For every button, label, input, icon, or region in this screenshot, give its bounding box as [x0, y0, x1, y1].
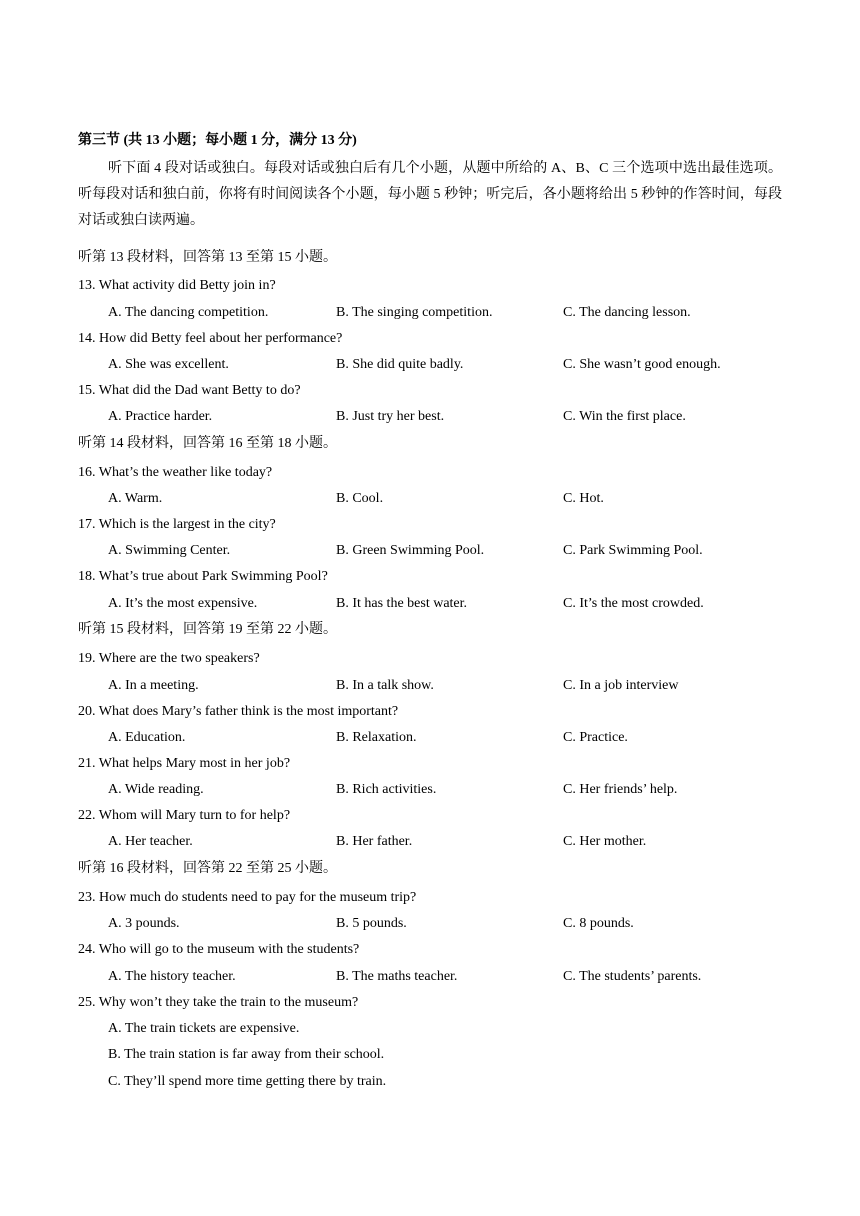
option-a: A. The history teacher. [108, 969, 236, 984]
option-b: B. 5 pounds. [336, 916, 407, 931]
option-b: B. Rich activities. [336, 782, 437, 797]
question-17: 17. Which is the largest in the city? [78, 517, 276, 532]
option-b: B. Her father. [336, 834, 413, 849]
question-25: 25. Why won’t they take the train to the museum? [78, 995, 359, 1010]
question-18: 18. What’s true about Park Swimming Pool? [78, 569, 328, 584]
question-23: 23. How much do students need to pay for the museum trip? [78, 890, 417, 905]
option-b: B. She did quite badly. [336, 357, 464, 372]
group-intro: 听第 14 段材料，回答第 16 至第 18 小题。 [78, 436, 337, 451]
option-b: B. In a talk show. [336, 678, 434, 693]
question-16: 16. What’s the weather like today? [78, 465, 273, 480]
group-intro: 听第 15 段材料，回答第 19 至第 22 小题。 [78, 622, 337, 637]
option-c: C. Her friends’ help. [563, 782, 678, 797]
option-c: C. Win the first place. [563, 409, 686, 424]
option-a: A. Practice harder. [108, 409, 213, 424]
option-a: A. In a meeting. [108, 678, 199, 693]
option-a: A. Wide reading. [108, 782, 204, 797]
question-13: 13. What activity did Betty join in? [78, 278, 276, 293]
question-24: 24. Who will go to the museum with the students? [78, 942, 360, 957]
option-a: A. Warm. [108, 491, 163, 506]
option-c: C. The students’ parents. [563, 969, 702, 984]
question-19: 19. Where are the two speakers? [78, 651, 260, 666]
question-20: 20. What does Mary’s father think is the most important? [78, 704, 399, 719]
group-intro: 听第 16 段材料，回答第 22 至第 25 小题。 [78, 861, 337, 876]
option-a: A. Education. [108, 730, 186, 745]
option-a: A. The train tickets are expensive. [108, 1021, 300, 1036]
option-c: C. Hot. [563, 491, 604, 506]
section-heading: 第三节 (共 13 小题；每小题 1 分，满分 13 分) [78, 133, 357, 148]
question-21: 21. What helps Mary most in her job? [78, 756, 291, 771]
option-c: C. It’s the most crowded. [563, 596, 704, 611]
option-b: B. Relaxation. [336, 730, 417, 745]
option-c: C. She wasn’t good enough. [563, 357, 721, 372]
option-a: A. The dancing competition. [108, 305, 269, 320]
option-c: C. The dancing lesson. [563, 305, 691, 320]
option-b: B. Cool. [336, 491, 384, 506]
option-c: C. They’ll spend more time getting there by train. [108, 1074, 387, 1089]
option-a: A. 3 pounds. [108, 916, 180, 931]
option-b: B. The singing competition. [336, 305, 493, 320]
question-14: 14. How did Betty feel about her performance? [78, 331, 343, 346]
option-b: B. The maths teacher. [336, 969, 458, 984]
option-a: A. Swimming Center. [108, 543, 231, 558]
option-a: A. It’s the most expensive. [108, 596, 258, 611]
option-b: B. The train station is far away from their school. [108, 1047, 385, 1062]
group-intro: 听第 13 段材料，回答第 13 至第 15 小题。 [78, 250, 337, 265]
option-a: A. Her teacher. [108, 834, 193, 849]
option-c: C. Her mother. [563, 834, 647, 849]
option-c: C. 8 pounds. [563, 916, 634, 931]
option-c: C. Park Swimming Pool. [563, 543, 703, 558]
question-22: 22. Whom will Mary turn to for help? [78, 808, 291, 823]
question-15: 15. What did the Dad want Betty to do? [78, 383, 301, 398]
option-b: B. Just try her best. [336, 409, 445, 424]
option-c: C. Practice. [563, 730, 628, 745]
section-instructions: 听下面 4 段对话或独白。每段对话或独白后有几个小题，从题中所给的 A、B、C 三个选项中选出最佳选项。听每段对话和独白前，你将有时间阅读各个小题，每小题 5 秒钟；听完后，各小题将给出 5 秒钟的作答时间，每段对话或独白读两遍。 [78, 161, 782, 228]
option-b: B. Green Swimming Pool. [336, 543, 485, 558]
option-c: C. In a job interview [563, 678, 679, 693]
option-a: A. She was excellent. [108, 357, 229, 372]
option-b: B. It has the best water. [336, 596, 468, 611]
